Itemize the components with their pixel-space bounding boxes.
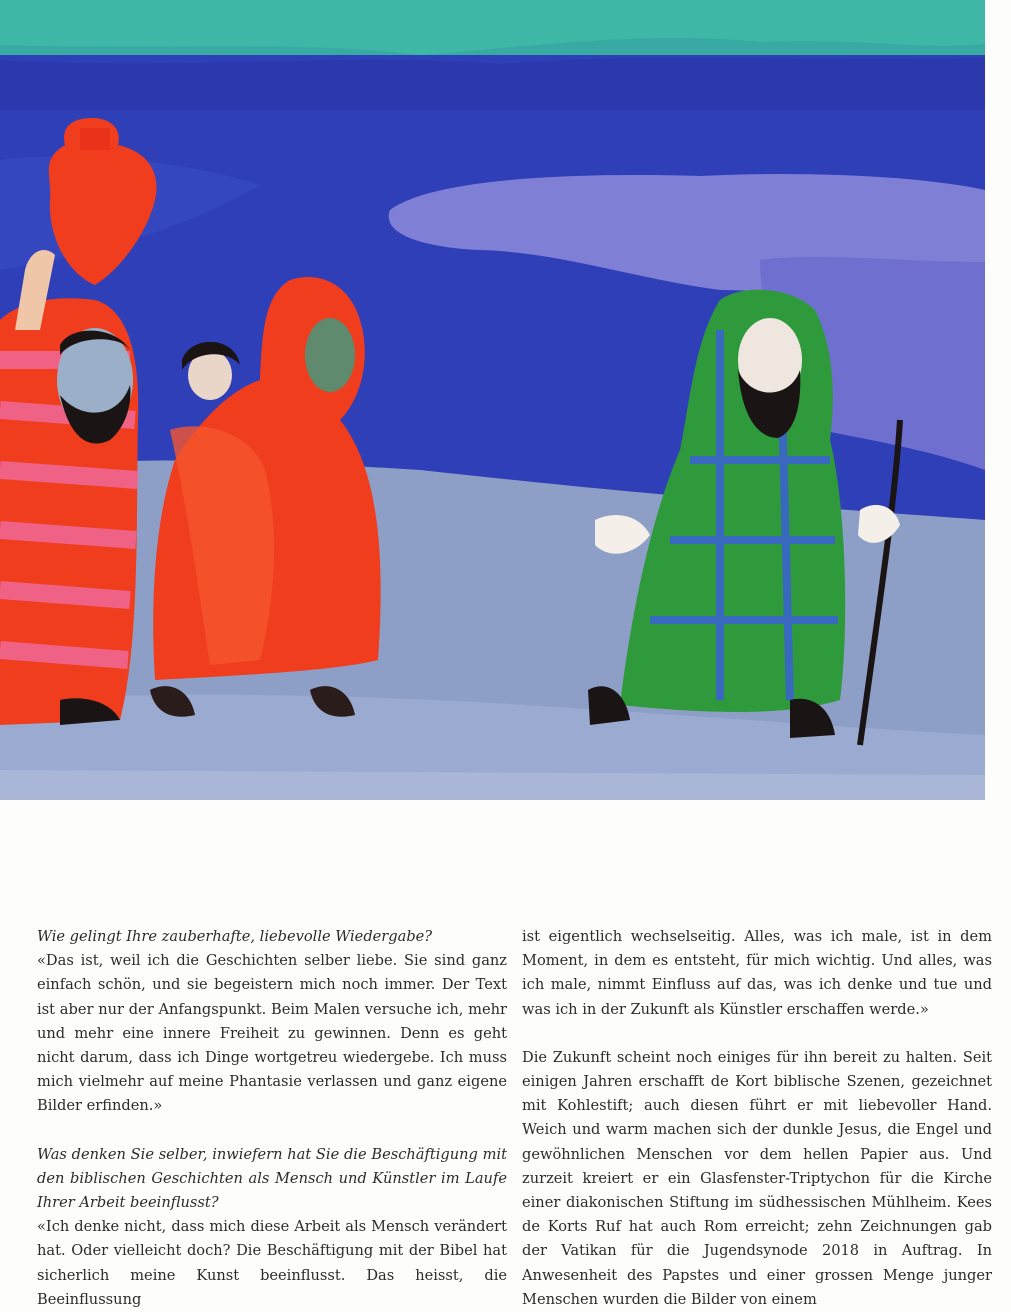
interview-answer-1: «Das ist, weil ich die Geschichten selber liebe. Sie sind ganz einfach schön, und sie begeistern mich noch immer. Der Text ist aber nur der Anfangspunkt. Beim Malen versuche ich, mehr und mehr eine innere Freiheit zu gewinnen. Denn es geht nicht darum, dass ich Dinge wortgetreu wiedergebe. Ich muss mich vielmehr auf meine Phantasie verlassen und ganz eigene Bilder erfinden.» xyxy=(37,952,507,1115)
text-column-left xyxy=(37,925,507,1312)
text-column-right xyxy=(522,925,992,1312)
paragraph-gap xyxy=(522,1022,992,1046)
interview-answer-2-continued: ist eigentlich wechselseitig. Alles, was ich male, ist in dem Moment, in dem es entsteht, für mich wichtig. Und alles, was ich male, nimmt Einfluss auf das, was ich denke und tue und was ich in der Zukunft als Künstler erschaffen werde.» xyxy=(522,928,992,1018)
interview-answer-2: «Ich denke nicht, dass mich diese Arbeit als Mensch verändert hat. Oder vielleicht doch? Die Beschäftigung mit der Bibel hat sicherlich meine Kunst beeinflusst. Das heisst, die Beeinflussung xyxy=(37,1218,507,1308)
body-paragraph: Die Zukunft scheint noch einiges für ihn bereit zu halten. Seit einigen Jahren erschafft de Kort biblische Szenen, gezeichnet mit Kohlestift; auch diesen führt er mit liebevoller Hand. Weich und warm machen sich der dunkle Jesus, die Engel und gewöhnlichen Menschen vor dem hellen Papier aus. Und zurzeit kreiert er ein Glasfenster-Triptychon für die Kirche einer diakonischen Stiftung im südhessischen Mühlheim. Kees de Korts Ruf hat auch Rom erreicht; zehn Zeichnungen gab der Vatikan für die Jugendsynode 2018 in Auftrag. In Anwesenheit des Papstes und einer grossen Menge junger Menschen wurden die Bilder von einem xyxy=(522,1048,992,1308)
interview-question-1: Wie gelingt Ihre zauberhafte, liebevolle Wiedergabe? xyxy=(37,928,433,945)
paragraph-gap xyxy=(37,1119,507,1143)
interview-question-2: Was denken Sie selber, inwiefern hat Sie die Beschäftigung mit den biblischen Geschichten als Mensch und Künstler im Laufe Ihrer Arbeit beeinflusst? xyxy=(37,1145,507,1212)
